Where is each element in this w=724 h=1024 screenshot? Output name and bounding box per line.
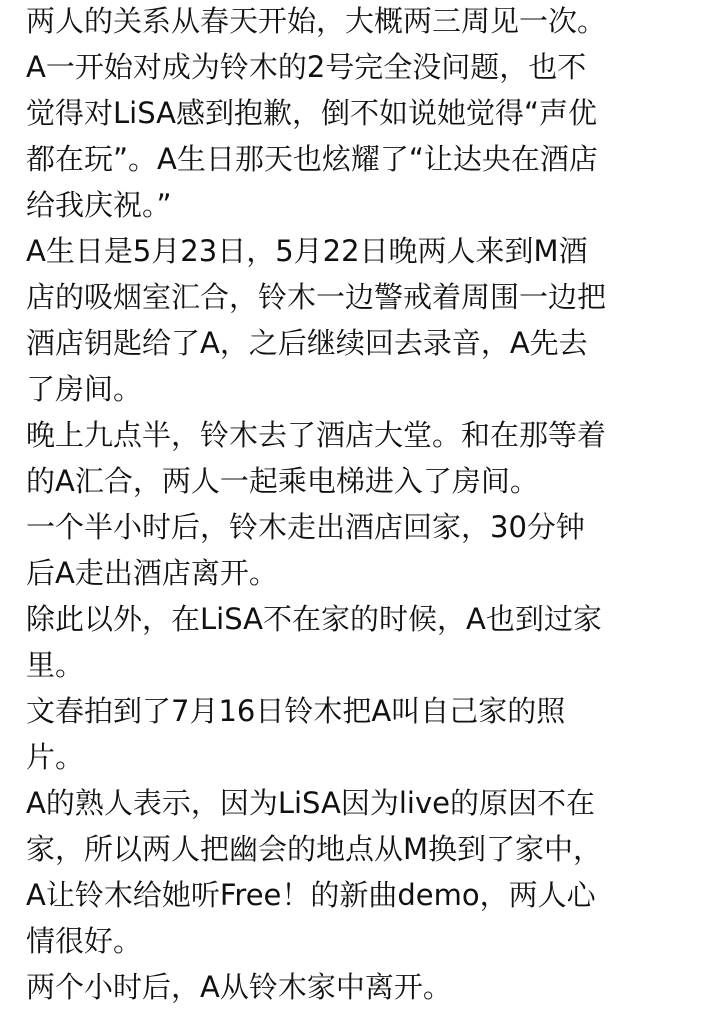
text-line: 两人的关系从春天开始，大概两三周见一次。: [26, 4, 607, 38]
text-line: 两个小时后，A从铃木家中离开。: [26, 970, 452, 1004]
text-line: 酒店钥匙给了A，之后继续回去录音，A先去: [26, 326, 588, 360]
text-line: 片。: [26, 740, 85, 774]
text-line: 晚上九点半，铃木去了酒店大堂。和在那等着: [26, 418, 607, 452]
text-line: 文春拍到了7月16日铃木把A叫自己家的照: [26, 694, 566, 728]
text-line: A一开始对成为铃木的2号完全没问题，也不: [26, 50, 587, 84]
article-text: [26, 0, 706, 1010]
text-line: 了房间。: [26, 372, 143, 406]
text-line: A生日是5月23日，5月22日晚两人来到M酒: [26, 234, 588, 268]
text-line: 店的吸烟室汇合，铃木一边警戒着周围一边把: [26, 280, 607, 314]
text-line: 除此以外，在LiSA不在家的时候，A也到过家: [26, 602, 602, 636]
text-line: A让铃木给她听Free！的新曲demo，两人心: [26, 878, 596, 912]
text-line: 都在玩”。A生日那天也炫耀了“让达央在酒店: [26, 142, 598, 176]
text-line: 一个半小时后，铃木走出酒店回家，30分钟: [26, 510, 585, 544]
text-line: 情很好。: [26, 924, 143, 958]
text-line: 给我庆祝。”: [26, 188, 172, 222]
text-line: 后A走出酒店离开。: [26, 556, 278, 590]
text-line: A的熟人表示，因为LiSA因为live的原因不在: [26, 786, 595, 820]
text-line: 里。: [26, 648, 85, 682]
text-line: 觉得对LiSA感到抱歉，倒不如说她觉得“声优: [26, 96, 598, 130]
text-line: 的A汇合，两人一起乘电梯进入了房间。: [26, 464, 539, 498]
text-line: 家，所以两人把幽会的地点从M换到了家中，: [26, 832, 603, 866]
